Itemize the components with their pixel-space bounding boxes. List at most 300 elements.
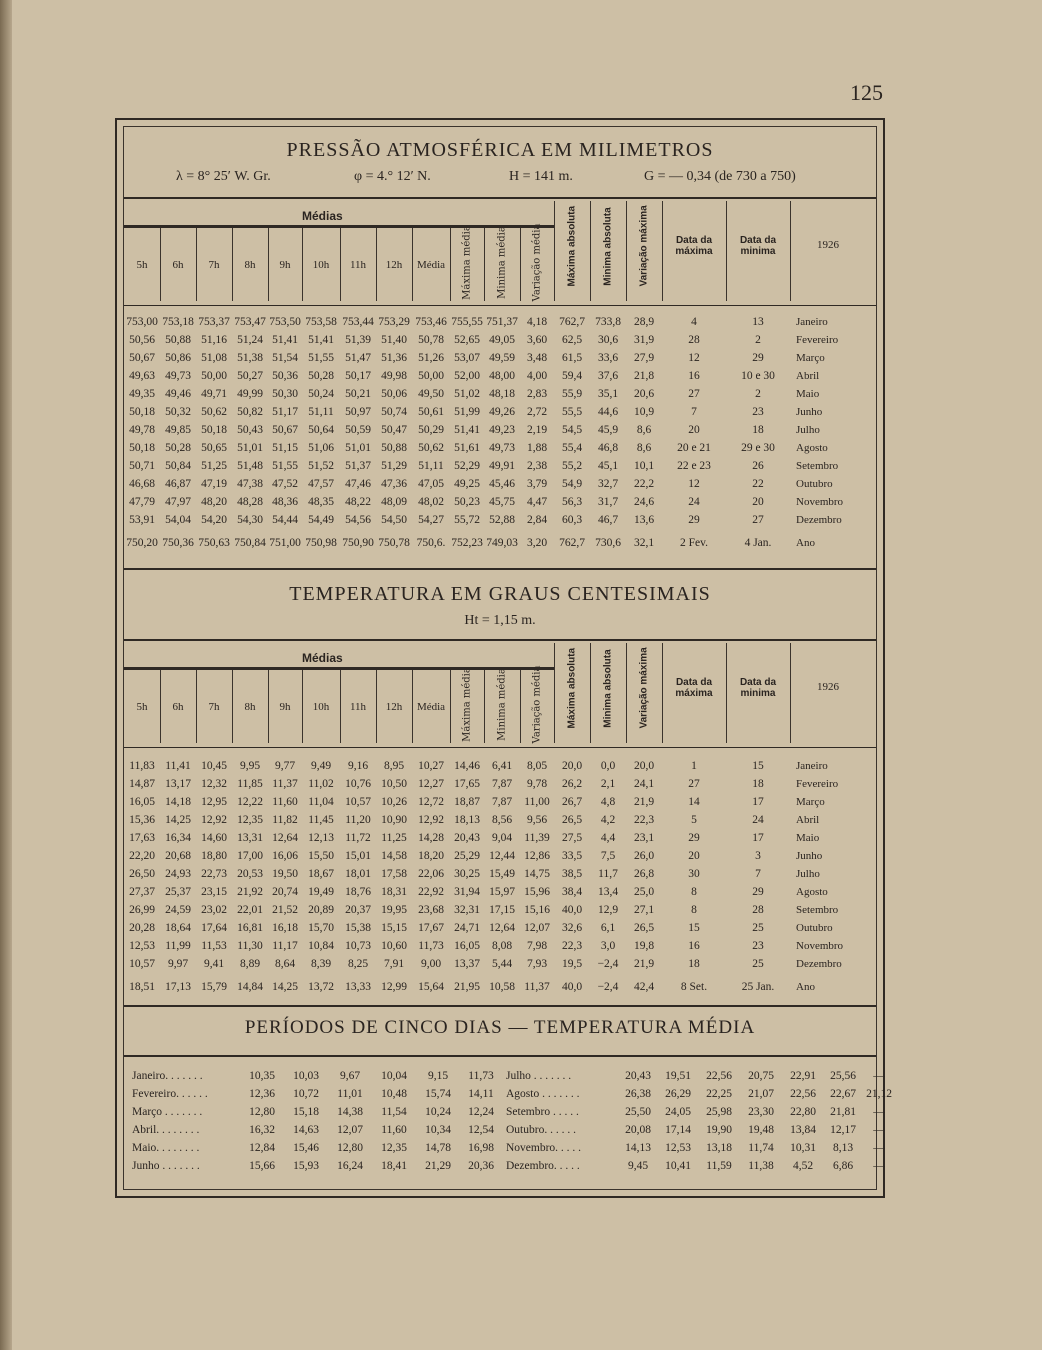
table-row (124, 811, 872, 829)
divider (124, 568, 876, 570)
value-cell: 32,7 (597, 478, 619, 490)
value-cell: 38,5 (561, 868, 583, 880)
value-cell: 19,95 (381, 904, 407, 916)
value-cell: 26,5 (633, 922, 655, 934)
value-cell: 49,26 (489, 406, 515, 418)
value-cell: 17,67 (418, 922, 444, 934)
value-cell: 17,13 (165, 981, 191, 993)
table-row (124, 331, 872, 349)
value-cell: 21,95 (454, 981, 480, 993)
value-cell: 49,35 (129, 388, 155, 400)
value-cell: 750,90 (342, 537, 374, 549)
value-cell: 47,05 (418, 478, 444, 490)
value-cell: 14,58 (381, 850, 407, 862)
value-cell: 22,01 (237, 904, 263, 916)
header-year: 1926 (817, 239, 839, 251)
value-cell: 19,50 (272, 868, 298, 880)
value-cell: 19,8 (633, 940, 655, 952)
value-cell: 25,37 (165, 886, 191, 898)
value-cell: 44,6 (597, 406, 619, 418)
value-cell: 50,65 (201, 442, 227, 454)
periods-title: PERÍODOS DE CINCO DIAS — TEMPERATURA MÉDIA (244, 1017, 756, 1038)
temperature-data-table (124, 757, 872, 1001)
value-cell: 4 (691, 316, 697, 328)
value-cell: 14,28 (418, 832, 444, 844)
value-cell: 48,35 (308, 496, 334, 508)
value-cell: 51,41 (454, 424, 480, 436)
medias-label: Médias (302, 651, 343, 665)
value-cell: 12,53 (129, 940, 155, 952)
value-cell: 20,6 (633, 388, 655, 400)
value-cell: 753,37 (198, 316, 230, 328)
value-cell: 21,92 (237, 886, 263, 898)
value-cell: 49,63 (129, 370, 155, 382)
month-cell: Maio (796, 832, 820, 844)
header-max_media: Máxima média (461, 667, 473, 742)
month-cell: Ano (796, 981, 815, 993)
value-cell: 17 (752, 796, 764, 808)
value-cell: 51,99 (454, 406, 480, 418)
value-cell: 8 Set. (680, 981, 708, 993)
value-cell: 14,46 (454, 760, 480, 772)
period-value: 11,59 (706, 1160, 732, 1172)
value-cell: 11,41 (165, 760, 191, 772)
pressure-table-header (124, 201, 876, 301)
value-cell: 20,68 (165, 850, 191, 862)
value-cell: 51,55 (272, 460, 298, 472)
value-cell: 18,01 (345, 868, 371, 880)
value-cell: 46,7 (597, 514, 619, 526)
value-cell: 19,5 (561, 958, 583, 970)
value-cell: 11,37 (524, 981, 550, 993)
period-value: 10,72 (293, 1088, 319, 1100)
value-cell: 752,23 (451, 537, 483, 549)
value-cell: 50,30 (272, 388, 298, 400)
header-var_max: Variação máxima (638, 205, 650, 287)
value-cell: 13 (752, 316, 764, 328)
header-h9: 9h (279, 259, 291, 271)
header-year: 1926 (817, 681, 839, 693)
value-cell: 31,7 (597, 496, 619, 508)
value-cell: 750,20 (126, 537, 158, 549)
period-value: 14,11 (468, 1088, 494, 1100)
table-row (124, 349, 872, 367)
value-cell: 48,28 (237, 496, 263, 508)
value-cell: 11,73 (418, 940, 444, 952)
value-cell: 750,78 (378, 537, 410, 549)
value-cell: 16,34 (165, 832, 191, 844)
period-row (128, 1067, 896, 1085)
period-value: — (873, 1070, 885, 1082)
value-cell: 49,78 (129, 424, 155, 436)
header-min_media: Minima média (496, 226, 508, 299)
column-rule (554, 643, 555, 743)
value-cell: 9,00 (420, 958, 442, 970)
value-cell: 51,26 (418, 352, 444, 364)
value-cell: 51,54 (272, 352, 298, 364)
period-month-label: Setembro . . . . . (506, 1106, 579, 1118)
value-cell: 22,3 (561, 940, 583, 952)
value-cell: 753,50 (269, 316, 301, 328)
value-cell: 47,97 (165, 496, 191, 508)
value-cell: 50,43 (237, 424, 263, 436)
period-value: 21,12 (866, 1088, 892, 1100)
value-cell: 14,84 (237, 981, 263, 993)
value-cell: 730,6 (595, 537, 621, 549)
value-cell: 17,00 (237, 850, 263, 862)
period-value: 13,18 (706, 1142, 732, 1154)
value-cell: 53,07 (454, 352, 480, 364)
value-cell: 51,17 (272, 406, 298, 418)
value-cell: 11,83 (129, 760, 155, 772)
value-cell: 23 (752, 406, 764, 418)
value-cell: 28,9 (633, 316, 655, 328)
value-cell: 11,00 (524, 796, 550, 808)
value-cell: 33,5 (561, 850, 583, 862)
annual-row (124, 529, 872, 557)
value-cell: 18 (752, 424, 764, 436)
divider (124, 1055, 876, 1057)
period-value: 15,18 (293, 1106, 319, 1118)
period-value: 15,66 (249, 1160, 275, 1172)
value-cell: 24,71 (454, 922, 480, 934)
value-cell: 62,5 (561, 334, 583, 346)
value-cell: 10 e 30 (741, 370, 775, 382)
value-cell: 9,16 (347, 760, 369, 772)
value-cell: 6,1 (600, 922, 616, 934)
value-cell: 18,20 (418, 850, 444, 862)
value-cell: 51,55 (308, 352, 334, 364)
value-cell: 29 (688, 832, 700, 844)
value-cell: 21,9 (633, 958, 655, 970)
value-cell: 2 (755, 388, 761, 400)
pressure-title: PRESSÃO ATMOSFÉRICA EM MILIMETROS (286, 139, 714, 161)
value-cell: 4,2 (600, 814, 616, 826)
value-cell: 45,1 (597, 460, 619, 472)
value-cell: 25 (752, 958, 764, 970)
value-cell: 21,52 (272, 904, 298, 916)
value-cell: 10,57 (345, 796, 371, 808)
value-cell: 53,91 (129, 514, 155, 526)
value-cell: 21,9 (633, 796, 655, 808)
period-value: 22,80 (790, 1106, 816, 1118)
value-cell: 29 e 30 (741, 442, 775, 454)
table-row (124, 475, 872, 493)
value-cell: 51,25 (201, 460, 227, 472)
value-cell: 54,44 (272, 514, 298, 526)
medias-underline (124, 667, 554, 670)
header-data_max: Data da máxima (675, 677, 713, 699)
period-value: 11,73 (468, 1070, 494, 1082)
value-cell: 50,27 (237, 370, 263, 382)
table-row (124, 865, 872, 883)
period-value: 10,41 (665, 1160, 691, 1172)
value-cell: 7,87 (491, 796, 513, 808)
latitude-label: φ = 4.° 12′ N. (354, 169, 431, 184)
table-row (124, 937, 872, 955)
value-cell: 14,25 (272, 981, 298, 993)
value-cell: 20 (688, 424, 700, 436)
period-value: 19,90 (706, 1124, 732, 1136)
value-cell: 10,57 (129, 958, 155, 970)
header-max_abs: Máxima absoluta (566, 647, 578, 729)
value-cell: 11,82 (272, 814, 298, 826)
value-cell: 15,70 (308, 922, 334, 934)
value-cell: 47,57 (308, 478, 334, 490)
value-cell: 15,79 (201, 981, 227, 993)
page-number: 125 (850, 80, 883, 105)
value-cell: 49,05 (489, 334, 515, 346)
value-cell: 23,15 (201, 886, 227, 898)
value-cell: 22,73 (201, 868, 227, 880)
period-month-label: Junho . . . . . . . (132, 1160, 200, 1172)
month-cell: Junho (796, 406, 823, 418)
value-cell: 12,32 (201, 778, 227, 790)
value-cell: 51,36 (381, 352, 407, 364)
value-cell: 9,78 (526, 778, 548, 790)
month-cell: Fevereiro (796, 778, 839, 790)
period-value: 11,38 (748, 1160, 774, 1172)
period-value: 10,03 (293, 1070, 319, 1082)
period-value: 11,01 (337, 1088, 363, 1100)
period-value: 12,35 (381, 1142, 407, 1154)
period-month-label: Julho . . . . . . . (506, 1070, 572, 1082)
value-cell: 50,00 (201, 370, 227, 382)
period-value: 22,56 (790, 1088, 816, 1100)
value-cell: 751,00 (269, 537, 301, 549)
value-cell: 8,08 (491, 940, 513, 952)
value-cell: 12,07 (524, 922, 550, 934)
value-cell: 16 (688, 370, 700, 382)
value-cell: 50,18 (201, 424, 227, 436)
period-value: — (873, 1142, 885, 1154)
value-cell: 2 Fev. (679, 537, 708, 549)
value-cell: 50,67 (272, 424, 298, 436)
period-value: 21,29 (425, 1160, 451, 1172)
value-cell: 50,88 (381, 442, 407, 454)
value-cell: 25 (752, 922, 764, 934)
value-cell: 8,6 (636, 424, 652, 436)
value-cell: 27,37 (129, 886, 155, 898)
value-cell: 50,18 (129, 442, 155, 454)
period-value: 19,48 (748, 1124, 774, 1136)
column-rule (520, 669, 521, 743)
column-rule (450, 669, 451, 743)
value-cell: 32,6 (561, 922, 583, 934)
value-cell: 21,8 (633, 370, 655, 382)
value-cell: 11,60 (272, 796, 298, 808)
value-cell: 50,56 (129, 334, 155, 346)
header-min_media: Minima média (496, 668, 508, 741)
table-row (124, 757, 872, 775)
value-cell: 23,1 (633, 832, 655, 844)
value-cell: 22,20 (129, 850, 155, 862)
period-value: 10,24 (425, 1106, 451, 1118)
value-cell: −2,4 (597, 981, 619, 993)
value-cell: 30,25 (454, 868, 480, 880)
value-cell: 42,4 (633, 981, 655, 993)
value-cell: 54,04 (165, 514, 191, 526)
value-cell: 15 (688, 922, 700, 934)
month-cell: Setembro (796, 904, 839, 916)
value-cell: 51,06 (308, 442, 334, 454)
value-cell: 10,60 (381, 940, 407, 952)
value-cell: 55,4 (561, 442, 583, 454)
value-cell: 18,67 (308, 868, 334, 880)
value-cell: 20,28 (129, 922, 155, 934)
table-row (124, 421, 872, 439)
value-cell: 26,0 (633, 850, 655, 862)
value-cell: 6,41 (491, 760, 513, 772)
value-cell: 23,02 (201, 904, 227, 916)
column-rule (554, 201, 555, 301)
period-value: 18,41 (381, 1160, 407, 1172)
value-cell: 60,3 (561, 514, 583, 526)
value-cell: 50,82 (237, 406, 263, 418)
value-cell: 27,9 (633, 352, 655, 364)
value-cell: 51,40 (381, 334, 407, 346)
period-value: 22,25 (706, 1088, 732, 1100)
value-cell: 5 (691, 814, 697, 826)
period-month-label: Janeiro. . . . . . . (132, 1070, 203, 1082)
value-cell: 48,36 (272, 496, 298, 508)
table-row (124, 457, 872, 475)
value-cell: 51,11 (418, 460, 444, 472)
column-rule (520, 227, 521, 301)
value-cell: 54,27 (418, 514, 444, 526)
value-cell: 10,45 (201, 760, 227, 772)
value-cell: 13,17 (165, 778, 191, 790)
value-cell: 50,06 (381, 388, 407, 400)
header-h10: 10h (312, 701, 330, 713)
table-row (124, 511, 872, 529)
value-cell: 14,25 (165, 814, 191, 826)
value-cell: 9,56 (526, 814, 548, 826)
period-value: 25,56 (830, 1070, 856, 1082)
header-variacao_media: Variação média (531, 223, 543, 302)
period-value: 10,31 (790, 1142, 816, 1154)
table-row (124, 439, 872, 457)
value-cell: 0,0 (600, 760, 616, 772)
value-cell: 20,74 (272, 886, 298, 898)
value-cell: 54,30 (237, 514, 263, 526)
thermometer-height-label: Ht = 1,15 m. (464, 613, 536, 628)
period-value: 22,91 (790, 1070, 816, 1082)
period-month-label: Novembro. . . . . (506, 1142, 582, 1154)
value-cell: 51,11 (308, 406, 334, 418)
period-value: 12,53 (665, 1142, 691, 1154)
value-cell: 11,02 (308, 778, 334, 790)
period-month-label: Março . . . . . . . (132, 1106, 203, 1118)
value-cell: 9,77 (274, 760, 296, 772)
period-value: 12,24 (468, 1106, 494, 1118)
value-cell: 50,28 (165, 442, 191, 454)
value-cell: 7,5 (600, 850, 616, 862)
value-cell: 51,52 (308, 460, 334, 472)
value-cell: 16,81 (237, 922, 263, 934)
value-cell: 7,98 (526, 940, 548, 952)
period-value: 10,48 (381, 1088, 407, 1100)
value-cell: 2,84 (526, 514, 548, 526)
inner-frame (123, 126, 892, 1190)
value-cell: 12,9 (597, 904, 619, 916)
value-cell: 3 (755, 850, 761, 862)
value-cell: 12,64 (489, 922, 515, 934)
value-cell: 3,60 (526, 334, 548, 346)
value-cell: 33,6 (597, 352, 619, 364)
value-cell: 50,21 (345, 388, 371, 400)
column-rule (590, 201, 591, 301)
period-value: 25,50 (625, 1106, 651, 1118)
value-cell: 12,22 (237, 796, 263, 808)
value-cell: 18,87 (454, 796, 480, 808)
value-cell: 49,50 (418, 388, 444, 400)
value-cell: 9,49 (310, 760, 332, 772)
value-cell: 2,83 (526, 388, 548, 400)
period-row (128, 1085, 896, 1103)
value-cell: 18,64 (165, 922, 191, 934)
value-cell: 49,59 (489, 352, 515, 364)
value-cell: 750,84 (234, 537, 266, 549)
value-cell: 20,0 (633, 760, 655, 772)
value-cell: 32,31 (454, 904, 480, 916)
value-cell: 49,71 (201, 388, 227, 400)
value-cell: 20 (752, 496, 764, 508)
value-cell: 10,9 (633, 406, 655, 418)
value-cell: 49,85 (165, 424, 191, 436)
value-cell: 4,18 (526, 316, 548, 328)
value-cell: 54,49 (308, 514, 334, 526)
period-value: 11,74 (748, 1142, 774, 1154)
divider (124, 197, 876, 199)
header-min_abs: Minima absoluta (602, 207, 614, 286)
value-cell: 47,46 (345, 478, 371, 490)
value-cell: 1,88 (526, 442, 548, 454)
value-cell: 1 (691, 760, 697, 772)
table-row (124, 883, 872, 901)
month-cell: Fevereiro (796, 334, 839, 346)
value-cell: 15,16 (524, 904, 550, 916)
value-cell: 50,78 (418, 334, 444, 346)
table-row (124, 313, 872, 331)
value-cell: 50,28 (308, 370, 334, 382)
value-cell: 51,08 (201, 352, 227, 364)
value-cell: 51,41 (272, 334, 298, 346)
value-cell: 22,2 (633, 478, 655, 490)
column-rule (626, 201, 627, 301)
value-cell: 9,41 (203, 958, 225, 970)
value-cell: 15,97 (489, 886, 515, 898)
value-cell: 12 (688, 478, 700, 490)
month-cell: Maio (796, 388, 820, 400)
value-cell: 49,73 (489, 442, 515, 454)
value-cell: 25 Jan. (741, 981, 775, 993)
value-cell: 4,8 (600, 796, 616, 808)
month-cell: Julho (796, 424, 820, 436)
value-cell: 23 (752, 940, 764, 952)
value-cell: 55,2 (561, 460, 583, 472)
value-cell: 28 (752, 904, 764, 916)
period-value: 8,13 (832, 1142, 854, 1154)
value-cell: 750,6. (416, 537, 446, 549)
value-cell: 8,39 (310, 958, 332, 970)
value-cell: 47,38 (237, 478, 263, 490)
period-value: 11,54 (381, 1106, 407, 1118)
value-cell: 49,91 (489, 460, 515, 472)
value-cell: 8,6 (636, 442, 652, 454)
value-cell: 47,36 (381, 478, 407, 490)
value-cell: 8 (691, 904, 697, 916)
